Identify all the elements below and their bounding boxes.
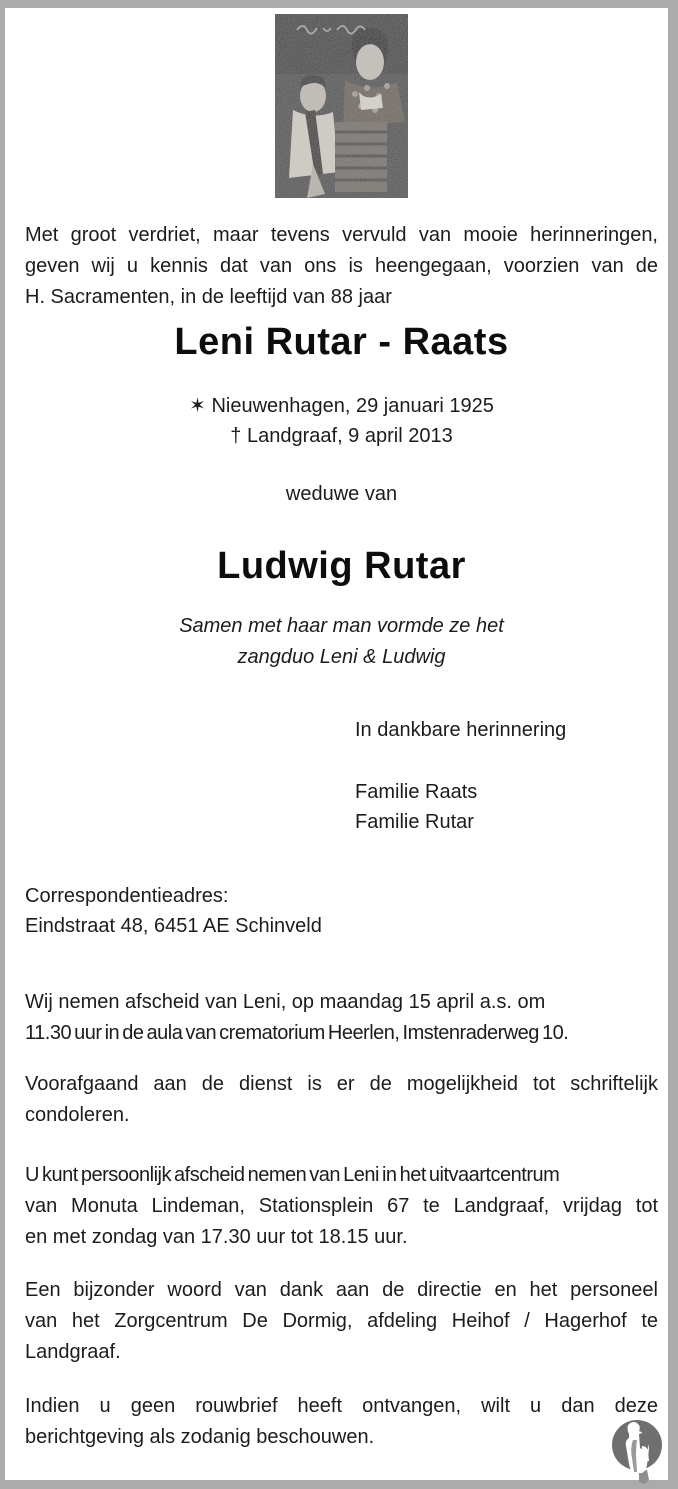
intro-paragraph xyxy=(25,220,658,313)
duo-photo-image xyxy=(275,14,408,198)
service-line: Wij nemen afscheid van Leni, op maandag 15 april a.s. om xyxy=(25,991,546,1013)
duo-tribute xyxy=(25,611,658,673)
notice-sheet xyxy=(5,8,668,1480)
death-line xyxy=(25,421,658,451)
memorial-line: In dankbare herinnering xyxy=(355,719,567,741)
gratitude-line: Een bijzonder woord van dank aan de directie en het personeel xyxy=(25,1279,658,1301)
condolence-paragraph xyxy=(25,1069,658,1131)
notice-content xyxy=(25,8,658,1453)
birth-line xyxy=(25,391,658,421)
notification-line: berichtgeving als zodanig beschouwen. xyxy=(25,1426,375,1448)
memorial-block xyxy=(25,715,658,837)
intro-line: Met groot verdriet, maar tevens vervuld van mooie herinneringen, xyxy=(25,224,658,246)
intro-line: H. Sacramenten, in de leeftijd van 88 jaar xyxy=(25,286,392,308)
duo-tribute-line: zangduo Leni & Ludwig xyxy=(237,646,446,668)
correspondence-block xyxy=(25,881,658,941)
notification-paragraph xyxy=(25,1391,658,1453)
duo-tribute-line: Samen met haar man vormde ze het xyxy=(179,615,504,637)
visitation-line: U kunt persoonlijk afscheid nemen van Leni in het uitvaartcentrum xyxy=(25,1164,560,1186)
condolence-line: Voorafgaand aan de dienst is er de mogelijkheid tot schriftelijk xyxy=(25,1073,658,1095)
service-line: 11.30 uur in de aula van crematorium Heerlen, Imstenraderweg 10. xyxy=(25,1022,569,1044)
visitation-line: van Monuta Lindeman, Stationsplein 67 te Landgraaf, vrijdag tot xyxy=(25,1195,658,1217)
death-text: Landgraaf, 9 april 2013 xyxy=(246,425,453,447)
monuta-figure-icon xyxy=(609,1418,667,1484)
intro-line: geven wij u kennis dat van ons is heengegaan, voorzien van de xyxy=(25,255,658,277)
visitation-paragraph xyxy=(25,1160,658,1253)
monuta-figure-logo xyxy=(609,1418,667,1484)
gratitude-line: Landgraaf. xyxy=(25,1341,121,1363)
correspondence-label: Correspondentieadres: xyxy=(25,885,229,907)
notification-line: Indien u geen rouwbrief heeft ontvangen, wilt u dan deze xyxy=(25,1395,658,1417)
duo-photo xyxy=(275,14,408,198)
deceased-name-heading: Leni Rutar - Raats xyxy=(174,321,509,363)
birth-death-block xyxy=(25,391,658,451)
visitation-line: en met zondag van 17.30 uur tot 18.15 uur. xyxy=(25,1226,408,1248)
birth-star-icon: ✶ xyxy=(189,395,206,417)
family-name: Familie Raats xyxy=(355,781,478,803)
spouse-name-heading: Ludwig Rutar xyxy=(217,545,466,587)
relation-line: weduwe van xyxy=(285,483,398,505)
family-name: Familie Rutar xyxy=(355,811,474,833)
gratitude-line: van het Zorgcentrum De Dormig, afdeling Heihof / Hagerhof te xyxy=(25,1310,658,1332)
death-cross-icon: † xyxy=(230,425,242,447)
correspondence-address: Eindstraat 48, 6451 AE Schinveld xyxy=(25,915,322,937)
condolence-line: condoleren. xyxy=(25,1104,130,1126)
service-paragraph xyxy=(25,987,658,1049)
birth-text: Nieuwenhagen, 29 januari 1925 xyxy=(211,395,494,417)
family-names xyxy=(25,777,658,837)
gratitude-paragraph xyxy=(25,1275,658,1368)
